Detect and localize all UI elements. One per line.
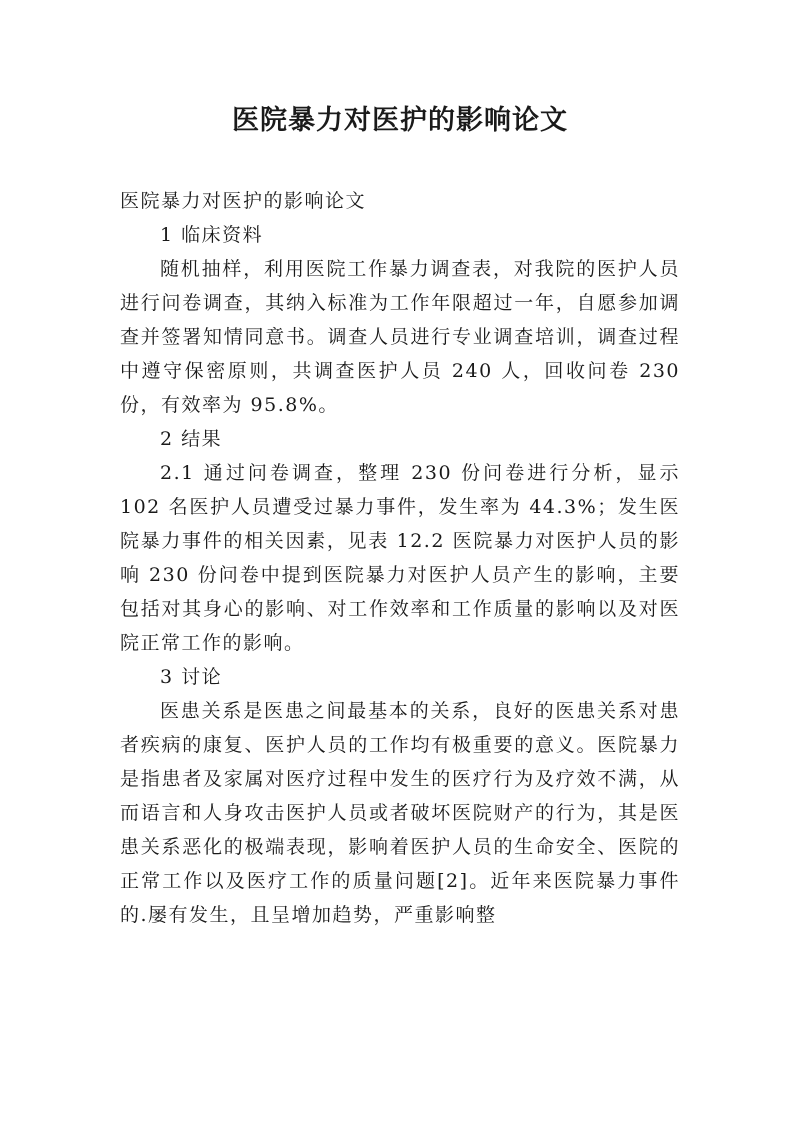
section-heading-discussion: 3 讨论 [160,666,223,688]
section-heading-clinical-data: 1 临床资料 [160,224,264,246]
paragraph-results: 2.1 通过问卷调查，整理 230 份问卷进行分析，显示 102 名医护人员遭受过暴力事件，发生率为 44.3%；发生医院暴力事件的相关因素，见表 12.2 医院暴力对医护人员的影响 230 份问卷中提到医院暴力对医护人员产生的影响，主要包括对其身心的影响、对工作效率和工作质量的影响以及对医院正常工作的影响。 [120,462,680,654]
section-heading-results: 2 结果 [160,428,223,450]
document-title: 医院暴力对医护的影响论文 [232,105,568,136]
paragraph-discussion: 医患关系是医患之间最基本的关系，良好的医患关系对患者疾病的康复、医护人员的工作均有极重要的意义。医院暴力是指患者及家属对医疗过程中发生的医疗行为及疗效不满，从而语言和人身攻击医护人员或者破坏医院财产的行为，其是医患关系恶化的极端表现，影响着医护人员的生命安全、医院的正常工作以及医疗工作的质量问题[2]。近年来医院暴力事件的.屡有发生，且呈增加趋势，严重影响整 [120,700,680,926]
paragraph-clinical-data: 随机抽样，利用医院工作暴力调查表，对我院的医护人员进行问卷调查，其纳入标准为工作年限超过一年，自愿参加调查并签署知情同意书。调查人员进行专业调查培训，调查过程中遵守保密原则，共调查医护人员 240 人，回收问卷 230 份，有效率为 95.8%。 [120,258,680,416]
paragraph-subtitle: 医院暴力对医护的影响论文 [120,190,367,212]
document-body [120,184,680,932]
